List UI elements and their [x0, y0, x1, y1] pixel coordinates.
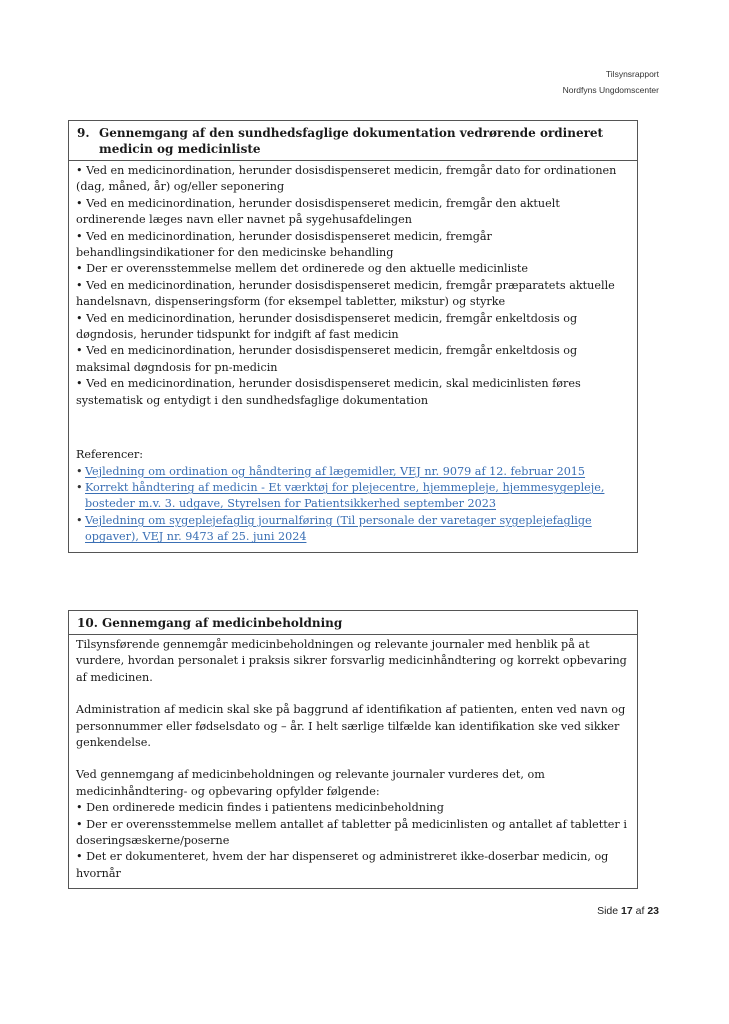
reference-link-2[interactable] — [76, 480, 629, 513]
page-separator: af — [635, 905, 645, 917]
report-type: Tilsynsrapport — [605, 69, 659, 79]
criteria-item: • Det er dokumenteret, hvem der har dispenseret og administreret ikke-doserbar medicin, og hvornår — [76, 850, 609, 880]
page-prefix: Side — [597, 905, 619, 917]
page-header — [563, 66, 659, 98]
bullet-icon: • — [76, 480, 83, 494]
criteria-item: • Ved en medicinordination, herunder dosisdispenseret medicin, skal medicinlisten føres systematisk og entydigt i den sundhedsfaglige dokumentation — [76, 377, 581, 407]
total-pages: 23 — [647, 905, 659, 917]
section-9-heading — [69, 121, 637, 161]
criteria-item: • Ved en medicinordination, herunder dosisdispenseret medicin, fremgår præparatets aktuelle handelsnavn, dispenseringsform (for eksempel tabletter, mikstur) og styrke — [76, 278, 615, 309]
criteria-item: • Den ordinerede medicin findes i patientens medicinbeholdning — [76, 801, 444, 815]
section-9-title: Gennemgang af den sundhedsfaglige dokumentation vedrørende ordineret medicin og medicinliste — [99, 126, 604, 156]
bullet-icon: • — [76, 513, 83, 527]
section-9-number: 9. — [77, 126, 90, 140]
institution-name: Nordfyns Ungdomscenter — [562, 85, 659, 95]
criteria-item: • Der er overensstemmelse mellem antallet af tabletter på medicinlisten og antallet af tabletter i doseringsæskerne/poserne — [76, 817, 627, 848]
assessment-paragraph: Ved gennemgang af medicinbeholdningen og relevante journaler vurderes det, om medicinhåndtering- og opbevaring opfylder følgende: — [76, 768, 545, 798]
criteria-item: • Der er overensstemmelse mellem det ordinerede og den aktuelle medicinliste — [76, 262, 529, 276]
section-10-box — [68, 610, 638, 889]
current-page: 17 — [621, 905, 633, 917]
reference-link-1[interactable] — [76, 464, 629, 480]
reference-text: Vejledning om sygeplejefaglig journalføring (Til personale der varetager sygeplejefaglige opgaver), VEJ nr. 9473 af 25. juni 2024 — [85, 513, 592, 544]
criteria-item: • Ved en medicinordination, herunder dosisdispenseret medicin, fremgår den aktuelt ordinerende læges navn eller navnet på sygehusafdelingen — [76, 196, 560, 227]
section-10-heading: 10. Gennemgang af medicinbeholdning — [69, 611, 637, 635]
section-9-body — [69, 161, 637, 552]
reference-link-3[interactable] — [76, 513, 629, 546]
identification-paragraph: Administration af medicin skal ske på baggrund af identifikation af patienten, enten ved navn og personnummer eller fødselsdato og – år. I helt særlige tilfælde kan identifikation ske ved sikker genkendelse. — [76, 703, 626, 750]
criteria-item: • Ved en medicinordination, herunder dosisdispenseret medicin, fremgår behandlingsindikationer for den medicinske behandling — [76, 229, 492, 260]
section-9-box — [68, 120, 638, 553]
reference-text: Korrekt håndtering af medicin - Et værktøj for plejecentre, hjemmepleje, hjemmesygepleje, bosteder m.v. 3. udgave, Styrelsen for Patientsikkerhed september 2023 — [85, 480, 605, 511]
criteria-item: • Ved en medicinordination, herunder dosisdispenseret medicin, fremgår dato for ordinationen (dag, måned, år) og/eller seponering — [76, 164, 617, 194]
references-label: Referencer: — [76, 448, 143, 462]
criteria-item: • Ved en medicinordination, herunder dosisdispenseret medicin, fremgår enkeltdosis og døgndosis, herunder tidspunkt for indgift af fast medicin — [76, 311, 578, 342]
intro-paragraph: Tilsynsførende gennemgår medicinbeholdningen og relevante journaler med henblik på at vurdere, hvordan personalet i praksis sikrer forsvarlig medicinhåndtering og korrekt opbevaring af medicinen. — [76, 638, 627, 684]
section-10-body — [69, 635, 637, 888]
criteria-item: • Ved en medicinordination, herunder dosisdispenseret medicin, fremgår enkeltdosis og maksimal døgndosis for pn-medicin — [76, 344, 578, 374]
bullet-icon: • — [76, 464, 83, 478]
page-number — [597, 905, 659, 917]
reference-text: Vejledning om ordination og håndtering af lægemidler, VEJ nr. 9079 af 12. februar 2015 — [85, 464, 586, 478]
